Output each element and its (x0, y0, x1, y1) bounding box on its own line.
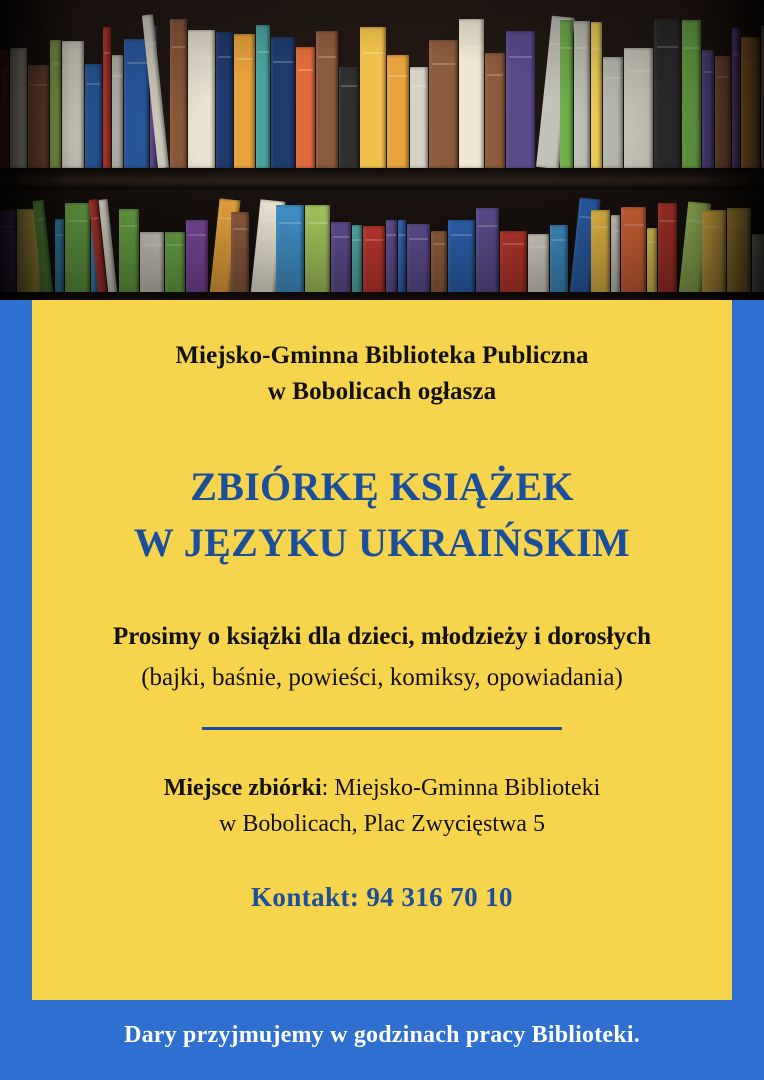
place-line-1 (60, 770, 704, 806)
book-spine (360, 27, 386, 168)
place-label: Miejsce zbiórki (163, 774, 322, 801)
contact-phone: Kontakt: 94 316 70 10 (251, 881, 513, 912)
book-spine (654, 19, 681, 168)
book-spine (506, 31, 535, 168)
book-spine (170, 19, 187, 168)
book-spine (231, 212, 249, 300)
book-spine (591, 22, 602, 168)
book-spine (188, 30, 215, 168)
book-spine (352, 225, 362, 300)
book-spine (112, 55, 123, 168)
book-spine (574, 21, 590, 168)
book-spine (624, 48, 653, 168)
footer-note: Dary przyjmujemy w godzinach pracy Biblioteki. (124, 1022, 640, 1048)
book-spine (331, 222, 351, 300)
book-spine (658, 203, 677, 300)
headline-line-1: ZBIÓRKĘ KSIĄŻEK (190, 463, 574, 509)
photo-shadow-right (694, 0, 764, 300)
book-spine (603, 57, 623, 168)
request-sub: (bajki, baśnie, powieści, komiksy, opowiadania) (141, 663, 623, 691)
bookshelf-photo (0, 0, 764, 300)
book-spine (611, 215, 620, 300)
book-spine (448, 220, 475, 300)
book-spine (305, 205, 330, 300)
headline-block (60, 459, 704, 573)
book-spine (591, 210, 610, 300)
book-spine (140, 232, 164, 300)
intro-line-1: Miejsko-Gminna Biblioteka Publiczna (175, 342, 589, 369)
book-spine (85, 64, 102, 168)
book-spine (485, 53, 505, 168)
announcement-panel (32, 300, 732, 1000)
intro-line-2: w Bobolicach ogłasza (267, 378, 497, 406)
book-spine (431, 231, 447, 300)
book-spine (476, 208, 499, 300)
shelf-board-bottom (0, 292, 764, 300)
place-value: : Miejsko-Gminna Biblioteki (321, 774, 601, 801)
book-spine (216, 32, 233, 168)
intro-block (60, 338, 704, 411)
book-spine (386, 220, 397, 300)
book-spine (296, 47, 315, 168)
book-spine (429, 40, 458, 168)
book-spine (407, 224, 430, 300)
book-spine (234, 34, 255, 168)
book-spine (387, 55, 409, 168)
request-main: Prosimy o książki dla dzieci, młodzieży i dorosłych (113, 623, 651, 651)
divider (202, 727, 562, 730)
shelf-row-bottom (0, 196, 764, 300)
place-line-2: w Bobolicach, Plac Zwycięstwa 5 (219, 810, 545, 837)
book-spine (500, 231, 527, 300)
book-spine (621, 207, 646, 300)
book-spine (165, 232, 185, 300)
book-spine (256, 25, 270, 168)
book-spine (316, 31, 338, 168)
headline-line-2: W JĘZYKU UKRAIŃSKIM (133, 520, 631, 566)
book-spine (398, 220, 406, 300)
book-spine (647, 228, 657, 300)
book-spine (119, 209, 139, 300)
book-spine (550, 225, 568, 300)
book-spine (459, 19, 484, 168)
photo-shadow-left (0, 0, 70, 300)
book-spine (410, 67, 428, 168)
book-spine (276, 205, 304, 300)
book-spine (103, 27, 111, 168)
book-spine (363, 226, 385, 300)
book-spine (271, 37, 295, 168)
book-spine (528, 234, 549, 300)
book-spine (560, 20, 573, 168)
place-block (60, 770, 704, 842)
shelf-board-top (0, 168, 764, 190)
book-spine (186, 220, 208, 300)
shelf-row-top (0, 8, 764, 168)
book-spine (339, 67, 359, 168)
book-spine (124, 39, 149, 168)
